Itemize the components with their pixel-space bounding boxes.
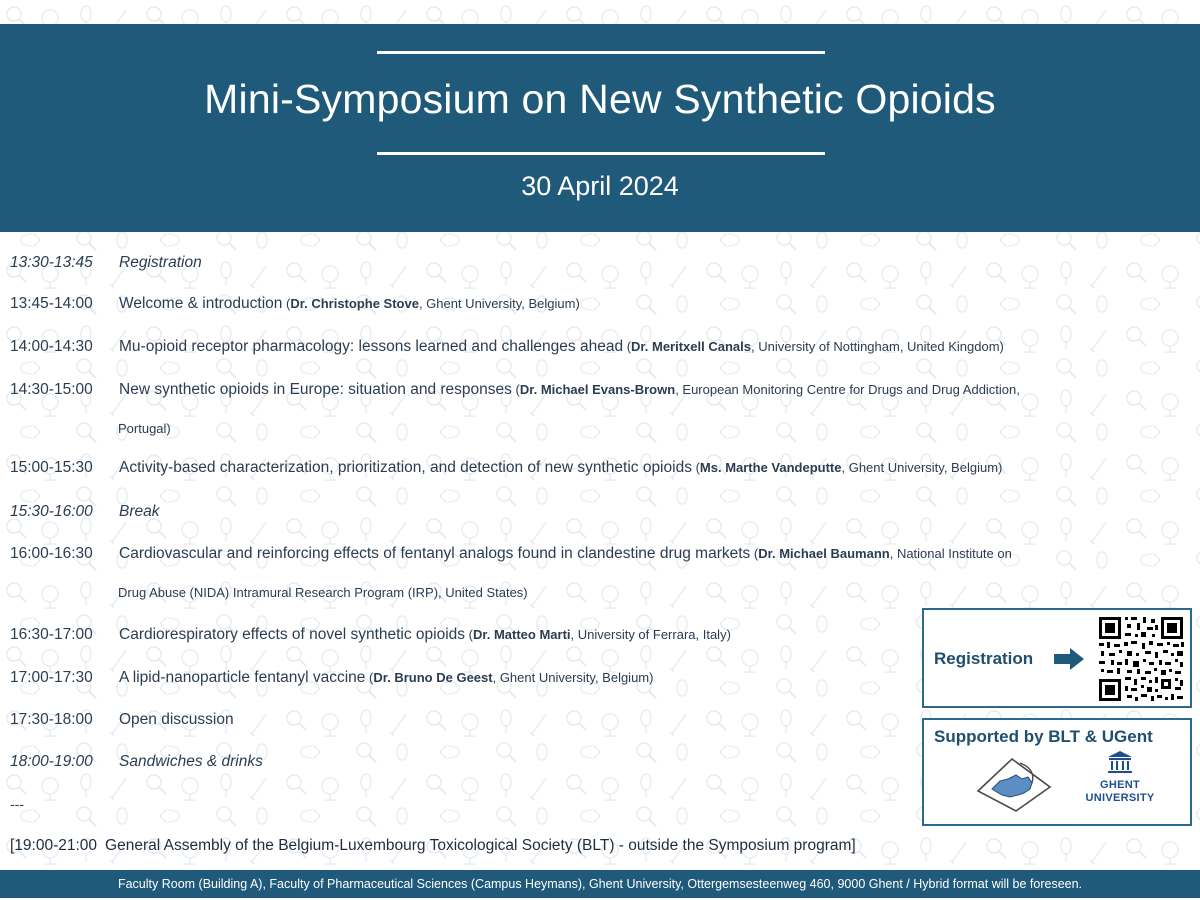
speaker-name: Ms. Marthe Vandeputte: [699, 460, 842, 475]
program-item-continuation: Drug Abuse (NIDA) Intramural Research Program (IRP), United States): [118, 585, 528, 600]
program-time: 16:30-17:00: [10, 626, 93, 643]
program-title: Break: [119, 503, 160, 520]
speaker-affiliation: , European Monitoring Centre for Drugs and Drug Addiction,: [675, 382, 1020, 397]
general-assembly-time: [19:00-21:00: [10, 837, 98, 854]
speaker-name: Dr. Michael Evans-Brown: [519, 382, 676, 397]
program-title: Registration: [119, 254, 202, 271]
program-title: Mu-opioid receptor pharmacology: lessons learned and challenges ahead: [119, 338, 624, 355]
program-time: 15:30-16:00: [10, 503, 93, 520]
program-time: 16:00-16:30: [10, 545, 93, 562]
support-label: Supported by BLT & UGent: [934, 727, 1153, 746]
program-title: Cardiovascular and reinforcing effects of fentanyl analogs found in clandestine drug markets: [119, 545, 751, 562]
program-time: 17:00-17:30: [10, 669, 93, 686]
blt-logo-icon: [974, 753, 1054, 815]
speaker-paren: (: [623, 339, 632, 354]
speaker-paren: (: [750, 546, 759, 561]
header-rule-top: [377, 51, 825, 54]
general-assembly-text: General Assembly of the Belgium-Luxembourg Toxicological Society (BLT) - outside the Symposium program]: [105, 837, 856, 854]
speaker-affiliation: , Ghent University, Belgium): [418, 296, 580, 311]
program-time: 13:30-13:45: [10, 254, 93, 271]
support-box: [922, 718, 1192, 826]
speaker-name: Dr. Meritxell Canals: [631, 339, 751, 354]
program-title: Sandwiches & drinks: [119, 753, 263, 770]
ugent-logo: [1080, 750, 1160, 805]
separator-text: ---: [10, 796, 24, 812]
program-title: Welcome & introduction: [119, 295, 283, 312]
speaker-name: Dr. Michael Baumann: [758, 546, 890, 561]
program-time: 13:45-14:00: [10, 295, 93, 312]
speaker-paren: (: [465, 627, 474, 642]
speaker-paren: (: [365, 670, 374, 685]
speaker-name: Dr. Bruno De Geest: [373, 670, 493, 685]
program-title: Activity-based characterization, prioritization, and detection of new synthetic opioids: [119, 459, 692, 476]
speaker-affiliation: , University of Ferrara, Italy): [570, 627, 731, 642]
program-time: 15:00-15:30: [10, 459, 93, 476]
ugent-line1: GHENT: [1100, 779, 1140, 791]
building-icon: [1107, 750, 1133, 774]
program-item-continuation: Portugal): [118, 421, 171, 436]
arrow-right-icon: [1054, 648, 1084, 670]
speaker-paren: (: [511, 382, 520, 397]
program-title: Cardiorespiratory effects of novel synthetic opioids: [119, 626, 466, 643]
program-time: 18:00-19:00: [10, 753, 93, 770]
qr-code-icon[interactable]: [1097, 615, 1185, 703]
speaker-paren: (: [691, 460, 700, 475]
program-title: New synthetic opioids in Europe: situation and responses: [119, 381, 512, 398]
speaker-paren: (: [282, 296, 291, 311]
program-time: 17:30-18:00: [10, 711, 93, 728]
speaker-name: Dr. Christophe Stove: [290, 296, 419, 311]
header-banner: [0, 24, 1200, 232]
speaker-name: Dr. Matteo Marti: [473, 627, 571, 642]
speaker-affiliation: , National Institute on: [889, 546, 1012, 561]
program-title: Open discussion: [119, 711, 234, 728]
program-title: A lipid-nanoparticle fentanyl vaccine: [119, 669, 366, 686]
footer-venue: Faculty Room (Building A), Faculty of Pharmaceutical Sciences (Campus Heymans), Ghent University, Ottergemsesteenweg 460, 9000 Ghent / Hybrid format will be foreseen.: [0, 870, 1200, 898]
speaker-affiliation: , University of Nottingham, United Kingdom): [750, 339, 1004, 354]
registration-label: Registration: [934, 649, 1034, 668]
program-time: 14:00-14:30: [10, 338, 93, 355]
speaker-affiliation: , Ghent University, Belgium): [492, 670, 654, 685]
registration-box[interactable]: [922, 608, 1192, 708]
event-date: 30 April 2024: [521, 171, 679, 201]
header-rule-bottom: [377, 152, 825, 155]
speaker-affiliation: , Ghent University, Belgium): [841, 460, 1003, 475]
page-title: Mini-Symposium on New Synthetic Opioids: [204, 76, 996, 122]
program-time: 14:30-15:00: [10, 381, 93, 398]
ugent-line2: UNIVERSITY: [1085, 792, 1155, 804]
